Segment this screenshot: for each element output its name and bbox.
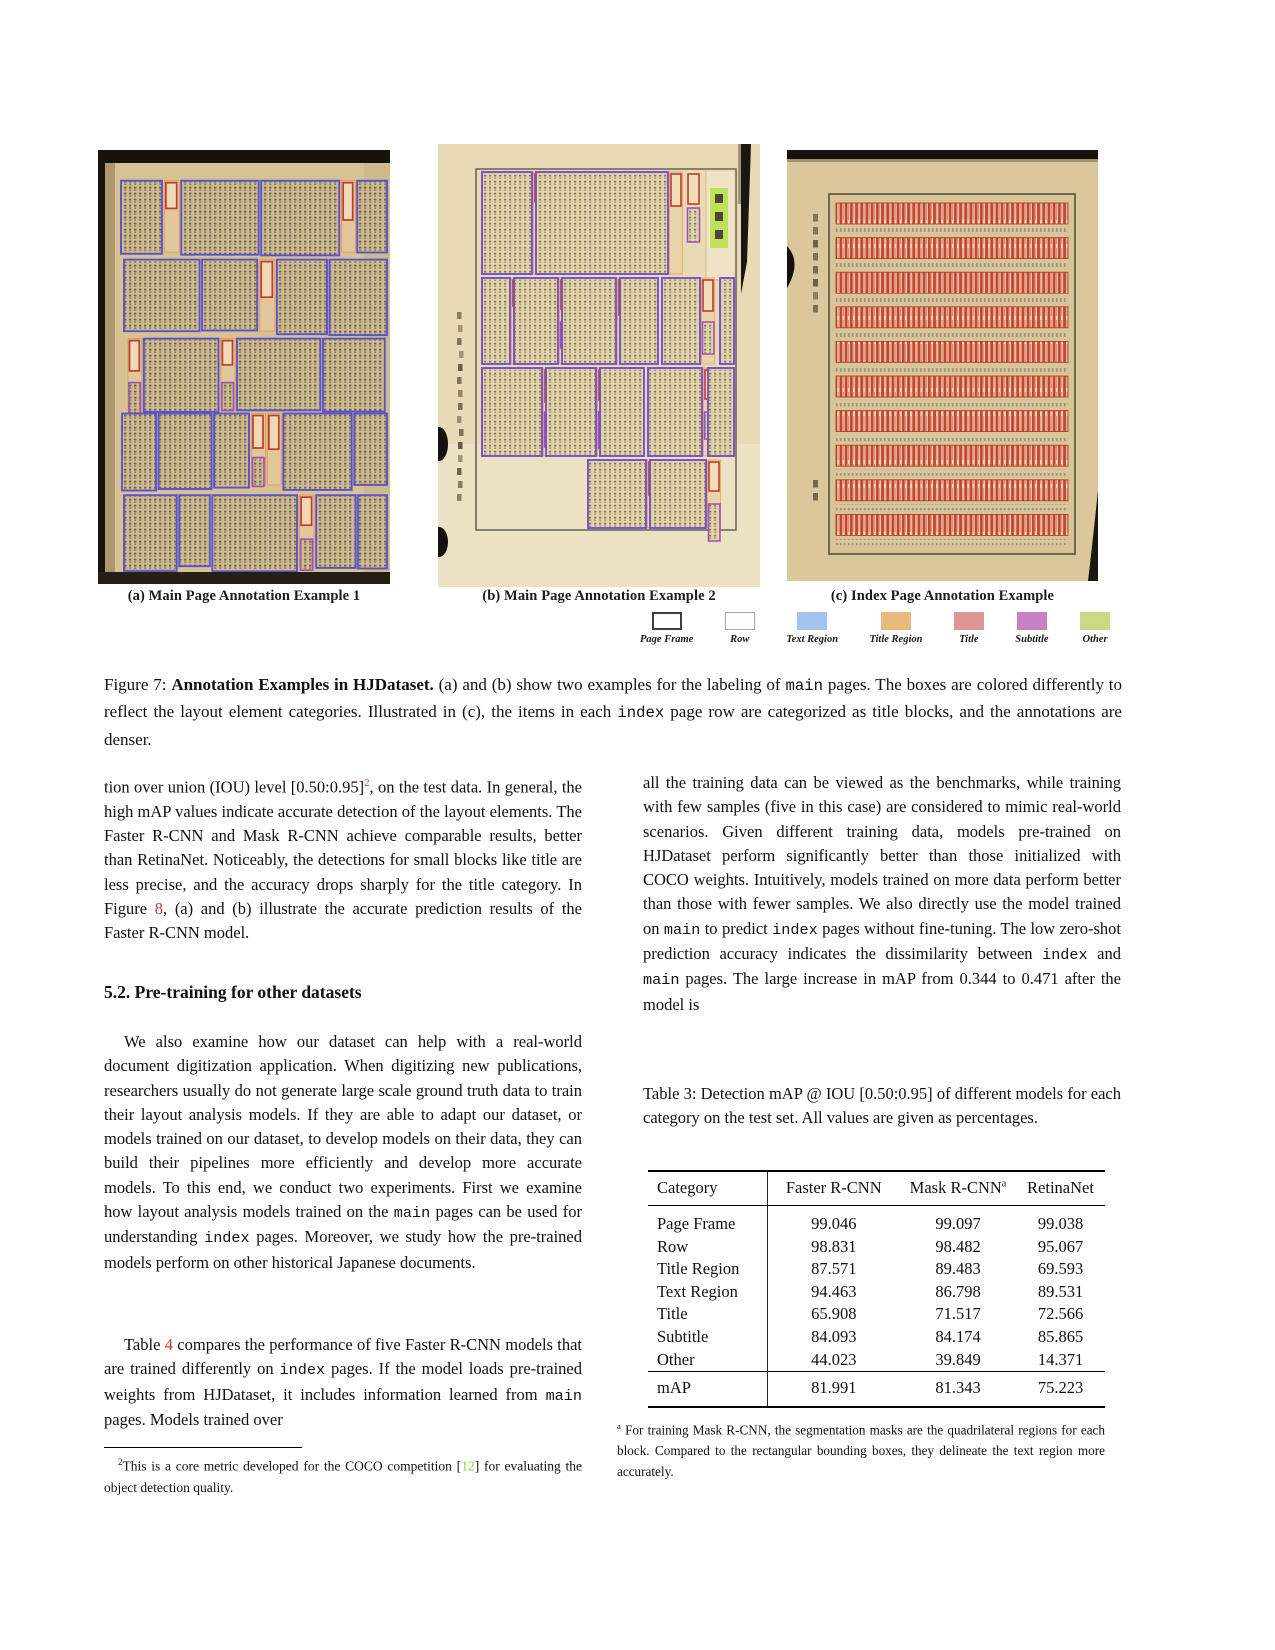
citation-link[interactable]: 12 <box>461 1458 475 1474</box>
table-cell-value: 85.865 <box>1037 1326 1084 1346</box>
table-cell-value: 89.483 <box>935 1259 981 1279</box>
table-cell-category: Title <box>648 1303 767 1326</box>
text-run: a <box>617 1421 621 1431</box>
text-run: pages can be used for understanding <box>104 1202 582 1247</box>
text-run: to predict <box>700 918 773 938</box>
text-run: index <box>279 1361 326 1380</box>
text-run: , (a) and (b) illustrate the accurate prediction results of the Faster R-CNN model. <box>104 898 582 943</box>
text-run: , on the test data. In general, the high mAP values indicate accurate detection of the layout elements. The Faster R-CNN and Mask R-CNN achieve comparable results, better than RetinaNet. Noticeably, the detections for small blocks like title are less precise, and the accuracy drops sharply for the title category. In Figure <box>104 777 582 918</box>
table-cell-value: 89.531 <box>1037 1281 1084 1301</box>
table-row <box>648 1258 1105 1281</box>
legend-item <box>1015 612 1048 645</box>
legend-label: Title Region <box>869 634 923 645</box>
text-run: Annotation Examples in HJDataset. <box>171 675 434 694</box>
text-run: pages. The boxes are colored differently to reflect the layout element categories. Illustrated in (c), the items in each <box>104 675 1123 722</box>
text-run: all the training data can be viewed as the benchmarks, while training with few samples (five in this case) are considered to mimic real-world scenarios. Given different training data, models pre-trained on HJDataset perform significantly better than those initialized with COCO weights. Intuitively, models trained on more data perform better than those with fewer samples. We also directly use the model trained on <box>643 773 1121 938</box>
legend-label: Row <box>730 634 750 645</box>
legend-swatch <box>797 612 827 630</box>
legend-swatch <box>725 612 755 630</box>
panel-caption-c: (c) Index Page Annotation Example <box>830 588 1055 604</box>
legend-label: Subtitle <box>1015 634 1049 645</box>
table-cell-category: Page Frame <box>648 1206 767 1236</box>
table-cell-value: 98.482 <box>935 1236 981 1256</box>
reference-link[interactable]: 4 <box>164 1335 173 1354</box>
main-page-annotation-image-1 <box>98 150 390 584</box>
reference-link[interactable]: 2 <box>364 777 370 789</box>
column-header: Faster R-CNN <box>767 1171 900 1206</box>
table-row <box>648 1326 1105 1349</box>
table-cell-value: 69.593 <box>1037 1259 1084 1279</box>
table-caption: Table 3: Detection mAP @ IOU [0.50:0.95] of different models for each category on the test set. All values are given as percentages. <box>643 1084 1121 1128</box>
text-run: (a) and (b) show two examples for the labeling of <box>433 675 786 694</box>
table-cell-value: 94.463 <box>811 1281 857 1301</box>
table-row <box>648 1349 1105 1372</box>
panel-caption-a: (a) Main Page Annotation Example 1 <box>127 588 361 604</box>
legend-swatch <box>652 612 682 630</box>
table-note-marker: a <box>1001 1178 1007 1190</box>
legend-item <box>786 612 838 645</box>
table-cell-value: 84.093 <box>811 1326 857 1346</box>
text-run: pages without fine-tuning. The low zero-shot prediction accuracy indicates the dissimilarity between <box>643 918 1121 964</box>
figure-legend <box>640 612 1110 645</box>
text-run: For training Mask R-CNN, the segmentation masks are the quadrilateral regions for each block. Compared to the rectangular bounding boxes, they delineate the text region more accurately. <box>617 1422 1105 1479</box>
table-cell-value: 14.371 <box>1037 1349 1084 1369</box>
legend-swatch <box>954 612 984 630</box>
text-run: pages. Models trained over <box>104 1409 283 1429</box>
table-row <box>648 1303 1105 1326</box>
table-cell-category: Other <box>648 1349 767 1372</box>
legend-swatch <box>1080 612 1110 630</box>
footnote <box>104 1452 582 1498</box>
figure-caption <box>104 672 1122 752</box>
figure-panel-b <box>438 144 760 587</box>
table-cell-value: 44.023 <box>811 1349 857 1369</box>
legend-swatch <box>1017 612 1047 630</box>
legend-item <box>1080 612 1110 645</box>
table-cell-value: 99.097 <box>935 1214 981 1233</box>
text-run: compares the performance of five Faster R-CNN models that are trained differently on <box>104 1335 582 1379</box>
table-cell-value: 75.223 <box>1016 1372 1105 1407</box>
table-cell-value: 99.038 <box>1037 1214 1084 1233</box>
footnote-rule <box>104 1447 302 1448</box>
body-paragraph <box>104 1333 582 1432</box>
text-run: and <box>1087 944 1121 964</box>
table-row <box>648 1206 1105 1236</box>
legend-item <box>640 612 693 645</box>
text-run: index <box>772 920 818 939</box>
body-paragraph <box>104 771 582 946</box>
text-run: index <box>204 1229 250 1248</box>
table-cell-value: 81.991 <box>767 1372 900 1407</box>
table-header-row <box>648 1171 1105 1206</box>
table-cell-value: 98.831 <box>811 1236 857 1256</box>
body-paragraph <box>104 1030 582 1275</box>
table-row <box>648 1281 1105 1304</box>
table-cell-value: 84.174 <box>935 1326 981 1346</box>
text-run: main <box>545 1386 582 1405</box>
legend-item <box>954 612 984 645</box>
table-cell-category: mAP <box>648 1372 767 1407</box>
table-cell-category: Title Region <box>648 1258 767 1281</box>
section-heading: 5.2. Pre-training for other datasets <box>104 982 362 1002</box>
panel-caption-b: (b) Main Page Annotation Example 2 <box>482 588 716 604</box>
table-cell-value: 86.798 <box>935 1281 981 1301</box>
table-cell-category: Row <box>648 1236 767 1259</box>
figure-panel-a <box>98 150 390 584</box>
legend-item <box>869 612 922 645</box>
legend-item <box>725 612 755 645</box>
reference-link[interactable]: 8 <box>154 898 164 918</box>
text-run: main <box>643 971 680 990</box>
figure-panel-c <box>787 150 1098 581</box>
table-cell-value: 39.849 <box>935 1349 981 1369</box>
table-cell-value: 81.343 <box>900 1372 1016 1407</box>
table-cell-value: 65.908 <box>811 1304 857 1324</box>
text-run: main <box>663 920 701 939</box>
legend-swatch <box>881 612 911 630</box>
text-run: tion over union (IOU) level [0.50:0.95] <box>104 777 365 797</box>
legend-label: Page Frame <box>640 634 694 645</box>
text-run: main <box>393 1204 431 1223</box>
text-run: ] for evaluating the object detection quality. <box>104 1458 582 1495</box>
table-cell-value: 72.566 <box>1037 1304 1084 1324</box>
text-run: Figure 7: <box>104 675 172 694</box>
table-footnote <box>617 1416 1105 1483</box>
text-run: 2 <box>118 1457 123 1467</box>
column-header: RetinaNet <box>1016 1171 1105 1206</box>
main-page-annotation-image-2 <box>438 144 760 587</box>
table-row <box>648 1236 1105 1259</box>
text-run: pages. If the model loads pre-trained weights from HJDataset, it includes information learned from <box>104 1359 582 1404</box>
legend-label: Title <box>959 634 979 645</box>
text-run: This is a core metric developed for the COCO competition [ <box>122 1458 462 1474</box>
index-page-annotation-image <box>787 150 1098 581</box>
table-cell-category: Text Region <box>648 1281 767 1304</box>
table-cell-category: Subtitle <box>648 1326 767 1349</box>
table-cell-value: 87.571 <box>811 1259 857 1279</box>
table-cell-value: 99.046 <box>811 1214 857 1233</box>
legend-label: Other <box>1082 634 1108 645</box>
results-table <box>648 1170 1105 1408</box>
table-cell-value: 95.067 <box>1037 1236 1084 1256</box>
text-run: index <box>1042 946 1088 965</box>
text-run: pages. Moreover, we study how the pre-trained models perform on other historical Japanese documents. <box>104 1227 583 1272</box>
legend-label: Text Region <box>786 634 839 645</box>
text-run: pages. The large increase in mAP from 0.344 to 0.471 after the model is <box>643 969 1121 1014</box>
text-run: We also examine how our dataset can help with a real-world document digitization application. When digitizing new publications, researchers usually do not generate large scale ground truth data to train their layout analysis models. If they are able to adapt our dataset, or models trained on our dataset, to develop models on their data, they can build their pipelines more efficiently and develop more accurate models. To this end, we conduct two experiments. First we examine how layout analysis models trained on the <box>104 1032 582 1222</box>
text-run: page row are categorized as title blocks, and the annotations are denser. <box>104 702 1122 749</box>
table-cell-value: 71.517 <box>935 1304 981 1324</box>
text-run: Table <box>124 1335 165 1354</box>
table-summary-row <box>648 1372 1105 1407</box>
column-header: Mask R-CNN$^a$ <box>900 1171 1016 1206</box>
text-run: main <box>785 677 823 695</box>
column-header: Category <box>648 1171 767 1206</box>
body-paragraph <box>643 771 1121 1017</box>
text-run: index <box>617 704 665 723</box>
